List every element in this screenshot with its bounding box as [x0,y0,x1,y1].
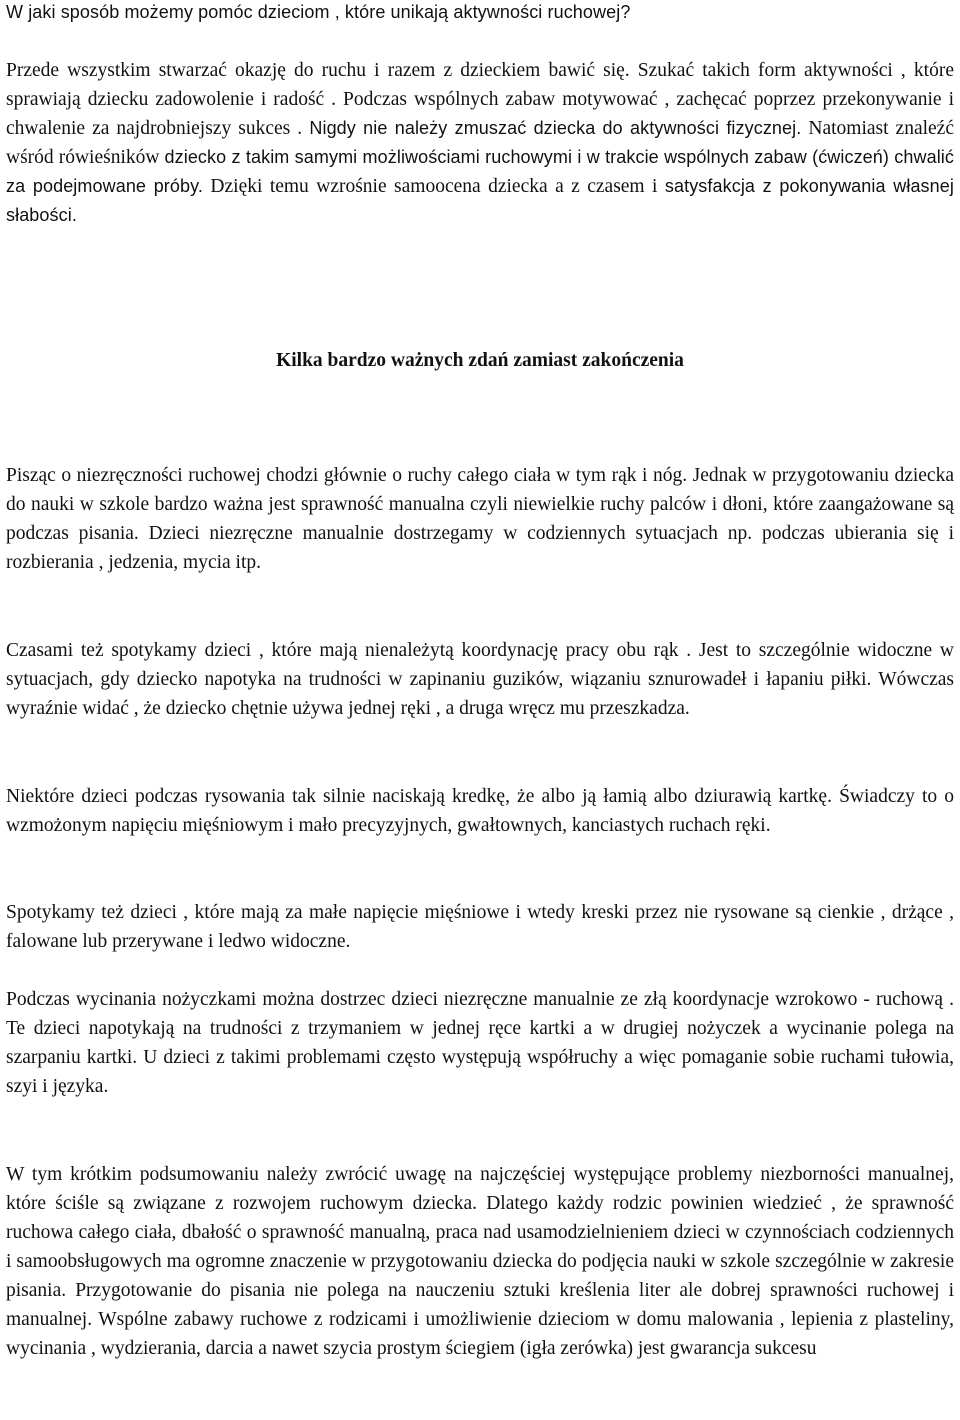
intro-text-1: Przede wszystkim stwarzać okazję do ruchu i razem z dzieckiem bawić się. Szukać takich form aktywności , które sprawiają dziecku zadowolenie i radość . Podczas wspólnych zabaw motywować , zachęcać poprzez przekonywanie i chwalenie za najdrobniejszy sukces . [6,60,954,139]
intro-text-5: Dzięki temu wzrośnie samoocena dziecka a z czasem i [202,176,658,197]
paragraph-1: Pisząc o niezręczności ruchowej chodzi głównie o ruchy całego ciała w tym rąk i nóg. Jednak w przygotowaniu dziecka do nauki w szkole bardzo ważna jest sprawność manualna czyli niewielkie ruchy palców i dłoni, które zaangażowane są podczas pisania. Dzieci niezręczne manualnie dostrzegamy w codziennych sytuacjach np. podczas ubierania się i rozbierania , jedzenia, mycia itp. [6,465,954,573]
intro-text-3: Natomiast znaleźć wśród rówieśników [6,118,954,168]
intro-paragraph [6,56,954,230]
paragraph-5: Podczas wycinania nożyczkami można dostrzec dzieci niezręczne manualnie ze złą koordynacje wzrokowo - ruchową . Te dzieci napotykają na trudności z trzymaniem w jednej ręce kartki a w drugiej nożyczek a wycinanie polega na szarpaniu kartki. U dzieci z takimi problemami często występują współruchy a więc pomaganie sobie ruchami tułowia, szyi i języka. [6,989,954,1097]
paragraph-6: W tym krótkim podsumowaniu należy zwrócić uwagę na najczęściej występujące problemy niezborności manualnej, które ściśle są związane z rozwojem ruchowym dziecka. Dlatego każdy rodzic powinien wiedzieć , że sprawność ruchowa całego ciała, dbałość o sprawność manualną, praca nad usamodzielnieniem dzieci w czynnościach codziennych i samoobsługowych ma ogromne znaczenie w przygotowaniu dziecka do podjęcia nauki w szkole szczególnie w zakresie pisania. Przygotowanie do pisania nie polega na nauczeniu sztuki kreślenia liter ale dobrej sprawności ruchowej i manualnej. Wspólne zabawy ruchowe z rodzicami i umożliwienie dzieciom w domu malowania , lepienia z plasteliny, wycinania , wydzierania, darcia a nawet szycia prostym ściegiem (igła zerówka) jest gwarancja sukcesu [6,1164,954,1359]
paragraph-2: Czasami też spotykamy dzieci , które mają nienależytą koordynację pracy obu rąk . Jest to szczególnie widoczne w sytuacjach, gdy dziecko napotyka na trudności w zapinaniu guzików, wiązaniu sznurowadeł i łapaniu piłki. Wówczas wyraźnie widać , że dziecko chętnie używa jednej ręki , a druga wręcz mu przeszkadza. [6,640,954,719]
intro-text-2: Nigdy nie należy zmuszać dziecka do aktywności fizycznej. [302,118,802,138]
intro-text-4: dziecko z takim samymi możliwościami ruchowymi i w trakcie wspólnych zabaw (ćwiczeń) chwalić za podejmowane próby. [6,147,954,196]
intro-text-6: satysfakcja z pokonywania własnej słabości. [6,176,954,225]
paragraph-3: Niektóre dzieci podczas rysowania tak silnie naciskają kredkę, że albo ją łamią albo dziurawią kartkę. Świadczy to o wzmożonym napięciu mięśniowym i mało precyzyjnych, gwałtownych, kanciastych ruchach ręki. [6,786,954,836]
section-heading: Kilka bardzo ważnych zdań zamiast zakończenia [276,350,684,371]
paragraph-4: Spotykamy też dzieci , które mają za małe napięcie mięśniowe i wtedy kreski przez nie rysowane są cienkie , drżące , falowane lub przerywane i ledwo widoczne. [6,902,954,952]
question-heading: W jaki sposób możemy pomóc dzieciom , które unikają aktywności ruchowej? [6,2,631,22]
